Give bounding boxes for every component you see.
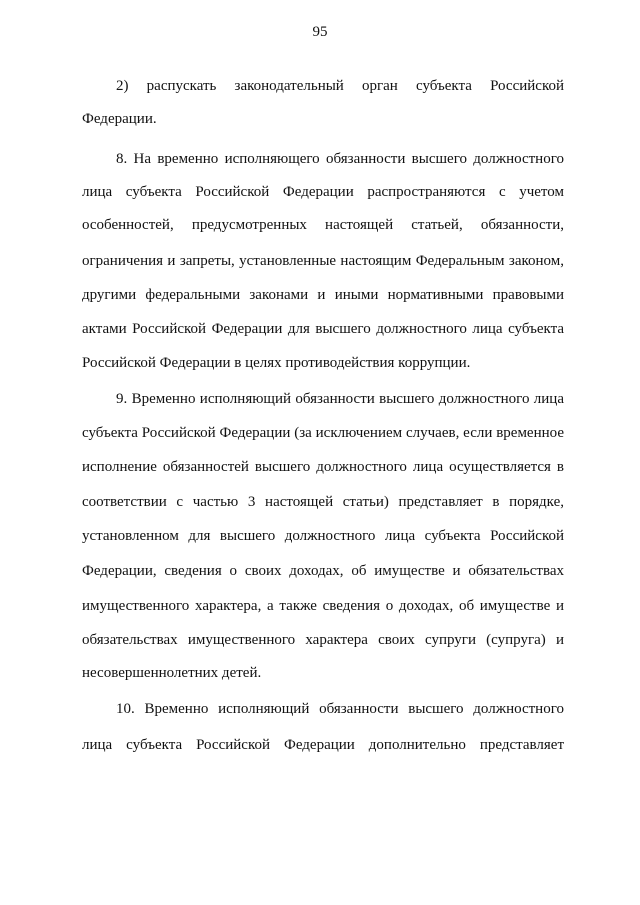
paragraph-3-line-1: 9. Временно исполняющий обязанности высшего должностного лица <box>116 391 564 407</box>
paragraph-3-line-4: соответствии с частью 3 настоящей статьи) представляет в порядке, <box>82 494 564 510</box>
paragraph-2-line-1: 8. На временно исполняющего обязанности высшего должностного <box>116 151 564 167</box>
paragraph-2-line-3: особенностей, предусмотренных настоящей статьей, обязанности, <box>82 217 564 233</box>
paragraph-2-line-5: другими федеральными законами и иными нормативными правовыми <box>82 287 564 303</box>
paragraph-1-line-2: Федерации. <box>82 111 157 127</box>
paragraph-3-line-8: обязательствах имущественного характера своих супруги (супруга) и <box>82 632 564 648</box>
paragraph-1-line-1: 2) распускать законодательный орган субъекта Российской <box>116 78 564 94</box>
paragraph-2-line-2: лица субъекта Российской Федерации распространяются с учетом <box>82 184 564 200</box>
page-number: 95 <box>312 24 328 40</box>
paragraph-2-line-6: актами Российской Федерации для высшего должностного лица субъекта <box>82 321 564 337</box>
paragraph-2-line-7: Российской Федерации в целях противодействия коррупции. <box>82 355 471 371</box>
paragraph-3-line-3: исполнение обязанностей высшего должностного лица осуществляется в <box>82 459 564 475</box>
paragraph-4-line-2: лица субъекта Российской Федерации дополнительно представляет <box>82 737 564 753</box>
paragraph-4-line-1: 10. Временно исполняющий обязанности высшего должностного <box>116 701 564 717</box>
paragraph-3-line-5: установленном для высшего должностного лица субъекта Российской <box>82 528 564 544</box>
paragraph-3-line-6: Федерации, сведения о своих доходах, об имуществе и обязательствах <box>82 563 564 579</box>
paragraph-3-line-7: имущественного характера, а также сведения о доходах, об имуществе и <box>82 598 564 614</box>
paragraph-3-line-9: несовершеннолетних детей. <box>82 665 262 681</box>
paragraph-2-line-4: ограничения и запреты, установленные настоящим Федеральным законом, <box>82 253 564 269</box>
paragraph-3-line-2: субъекта Российской Федерации (за исключением случаев, если временное <box>82 425 564 441</box>
